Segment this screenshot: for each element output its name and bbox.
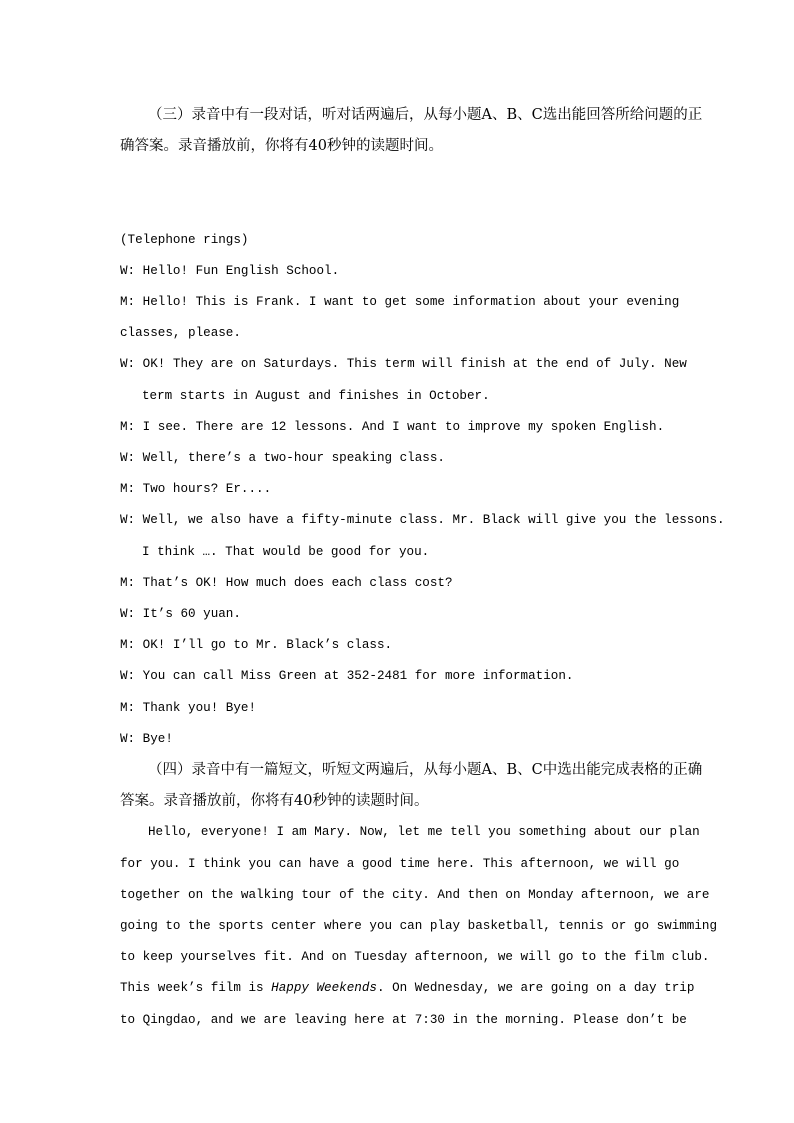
passage-line xyxy=(120,979,695,997)
section3-instruction-line1: （三）录音中有一段对话，听对话两遍后，从每小题A、B、C选出能回答所给问题的正 xyxy=(148,107,703,123)
dialogue-line: (Telephone rings) xyxy=(120,233,249,247)
dialogue-line: term starts in August and finishes in October. xyxy=(142,389,490,403)
dialogue-line: I think …. That would be good for you. xyxy=(142,545,430,559)
passage-line: to keep yourselves fit. And on Tuesday afternoon, we will go to the film club. xyxy=(120,950,710,964)
dialogue-line: W: Bye! xyxy=(120,732,173,746)
dialogue-line: M: Thank you! Bye! xyxy=(120,701,257,715)
dialogue-line: W: OK! They are on Saturdays. This term will finish at the end of July. New xyxy=(120,357,687,371)
dialogue-line: classes, please. xyxy=(120,326,241,340)
dialogue-line: W: You can call Miss Green at 352-2481 for more information. xyxy=(120,669,574,683)
dialogue-line: M: I see. There are 12 lessons. And I want to improve my spoken English. xyxy=(120,420,665,434)
passage-line: Hello, everyone! I am Mary. Now, let me tell you something about our plan xyxy=(148,825,700,839)
dialogue-line: M: OK! I’ll go to Mr. Black’s class. xyxy=(120,638,393,652)
dialogue-line: W: Well, we also have a fifty-minute class. Mr. Black will give you the lessons. xyxy=(120,513,725,527)
dialogue-line: W: Hello! Fun English School. xyxy=(120,264,340,278)
dialogue-line: W: It’s 60 yuan. xyxy=(120,607,241,621)
passage-line: for you. I think you can have a good time here. This afternoon, we will go xyxy=(120,857,680,871)
dialogue-line: W: Well, there’s a two-hour speaking class. xyxy=(120,451,445,465)
passage-line6-end: . On Wednesday, we are going on a day trip xyxy=(376,981,695,995)
film-title: Happy Weekends xyxy=(271,981,377,995)
dialogue-line: M: Hello! This is Frank. I want to get some information about your evening xyxy=(120,295,680,309)
passage-line: going to the sports center where you can play basketball, tennis or go swimming xyxy=(120,919,718,933)
passage-line: to Qingdao, and we are leaving here at 7:30 in the morning. Please don’t be xyxy=(120,1013,687,1027)
section4-instruction-line2: 答案。录音播放前，你将有40秒钟的读题时间。 xyxy=(120,793,429,809)
dialogue-line: M: Two hours? Er.... xyxy=(120,482,272,496)
dialogue-line: M: That’s OK! How much does each class cost? xyxy=(120,576,453,590)
section3-instruction-line2: 确答案。录音播放前，你将有40秒钟的读题时间。 xyxy=(120,138,443,154)
passage-line: together on the walking tour of the city. And then on Monday afternoon, we are xyxy=(120,888,710,902)
section4-instruction-line1: （四）录音中有一篇短文，听短文两遍后，从每小题A、B、C中选出能完成表格的正确 xyxy=(148,762,703,778)
passage-line6-start: This week’s film is xyxy=(120,981,272,995)
